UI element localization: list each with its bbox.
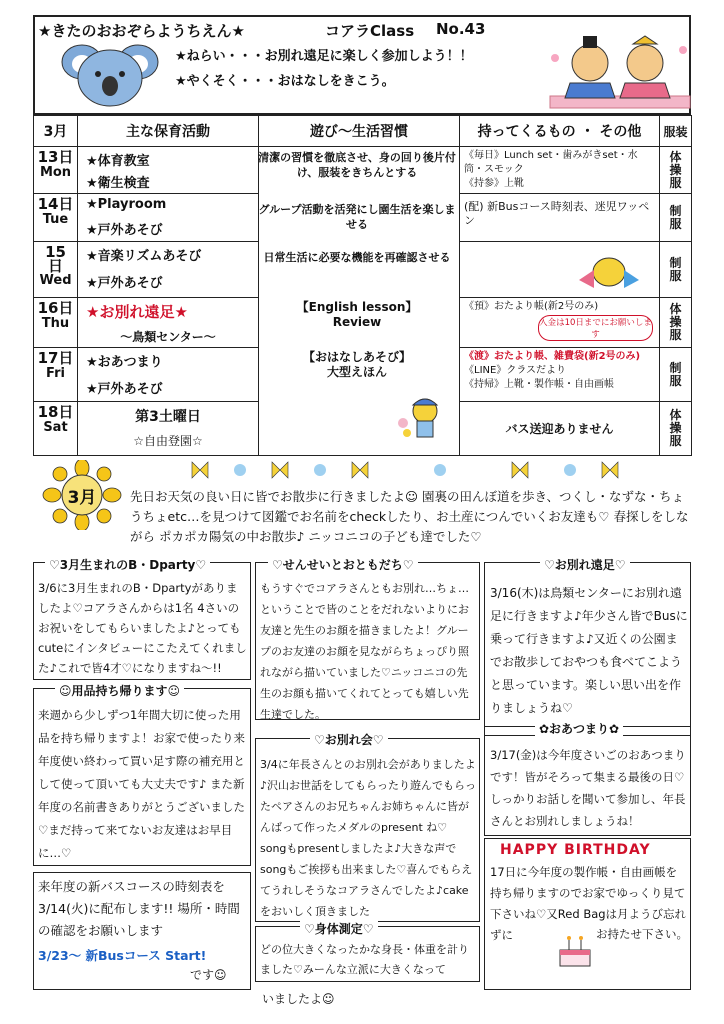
weekday: Sat	[43, 420, 68, 435]
date: 17日	[37, 349, 74, 367]
weekday: Mon	[39, 165, 72, 180]
march-message: 先日お天気の良い日に皆でお散歩に行きましたよ☺ 園裏の田んぼ道を歩き、つくし・なずな・ちょうちょetc…を見つけて図鑑でお名前をcheckしたり、お土産につんでいくお友達も♡ 春探しをしながら ポカポカ陽気の中お散歩♪ ニッコニコの子ども達でした♡	[130, 489, 689, 544]
activity-sub: ☆自由登園☆	[133, 434, 203, 448]
bring-text: 《LINE》クラスだより 《持帰》上靴・製作帳・自由画帳	[464, 365, 614, 390]
bring-cell	[460, 242, 660, 298]
date-cell	[34, 402, 78, 456]
activity-main: 第3土曜日	[135, 409, 201, 425]
child-with-flowers-illustration	[395, 393, 445, 441]
march-badge-label: 3月	[67, 488, 97, 508]
date-cell	[34, 147, 78, 194]
date-cell	[34, 194, 78, 242]
weekday: Fri	[46, 366, 65, 381]
date: 18日	[37, 403, 74, 421]
aim-line: ★ねらい・・・お別れ遠足に楽しく参加しよう！！	[175, 49, 473, 64]
school-name: ★きたのおおぞらようちえん★	[38, 22, 245, 40]
month-header: 3月	[34, 116, 78, 147]
activities-header: 主な保育活動	[78, 116, 259, 147]
clothing-cell: 体 操 服	[660, 147, 692, 194]
bring-text-red: 《渡》おたより帳、雑費袋(新2号のみ)	[464, 351, 641, 362]
activity-cell	[78, 402, 259, 456]
clothing-cell: 制 服	[660, 194, 692, 242]
activity-sub: ★衛生検査	[86, 176, 150, 191]
chick-bird-illustration	[574, 250, 644, 290]
clothing-header: 服装	[660, 116, 692, 147]
clothing-cell: 制 服	[660, 242, 692, 298]
hina-dolls-illustration	[545, 28, 695, 112]
clothing-cell: 体 操 服	[660, 402, 692, 456]
activity-main: ★おあつまり	[86, 355, 163, 370]
class-name: コアラClass	[325, 22, 415, 40]
body-measure-tail: いましたよ☺	[262, 992, 335, 1006]
play-habit-5: 【おはなしあそび】 大型えほん	[302, 350, 411, 379]
items-return-body: 来週から少しずつ1年間大切に使った用品を持ち帰りますよ！お家で使ったり来年度使い終わって買い足す際の補充用として使って頂いても大丈夫です♪ また新年度の名前書きありがとうございました♡まだ持って来てないお友達はお早目に…♡	[38, 708, 245, 860]
clothing-cell: 制 服	[660, 348, 692, 402]
activity-main: ★音楽リズムあそび	[86, 249, 202, 264]
activity-sub: ★戸外あそび	[86, 223, 163, 238]
weekday: Wed	[39, 273, 72, 288]
birthday-body: 17日に今年度の製作帳・自由画帳を持ち帰りますのでお家でゆっくり見て下さいね♡又Red Bagは月ようび忘れずに	[490, 865, 687, 942]
bring-text: 《預》おたより帳(新2号のみ)	[464, 301, 599, 312]
sensei-body: もうすぐでコアラさんともお別れ…ちょ…ということで皆のことをだれないよりにお友達と先生のお顔を描きましたよ！グループのお友達のお顔を見ながらちょっぴり照れながら描いていました♡ニッコニコの先生のお顔も描いてくれてとっても嬉しい先生達でした。	[260, 582, 469, 721]
farewell-trip-title: ♡お別れ遠足♡	[540, 556, 630, 573]
clothing-cell: 体 操 服	[660, 298, 692, 348]
bring-cell	[460, 348, 660, 402]
date: 15 日	[45, 243, 66, 275]
play-habit-1: 清潔の習慣を徹底させ、身の回り後片付け、服装をきちんとする	[258, 151, 456, 179]
activity-sub: ★戸外あそび	[86, 382, 163, 397]
sensei-title: ♡せんせいとおともだち♡	[268, 556, 418, 573]
happy-birthday-title: HAPPY BIRTHDAY	[500, 842, 651, 858]
items-return-title: ☺用品持ち帰ります☺	[55, 682, 184, 699]
date: 14日	[37, 195, 74, 213]
bd-party-body: 3/6に3月生まれのB・Dpartyがありましたよ♡コアラさんからは1名 4さいのお祝いをしてもらいましたよ♪とってもcuteにインタビューにこたえてくれました♪これで皆4才♡になりますね～!!	[38, 581, 247, 675]
promise-line: ★やくそく・・・おはなしをきこう。	[175, 74, 395, 89]
bus-start-highlight: 3/23～ 新Busコース Start!	[38, 948, 207, 963]
play-habit-4: 【English lesson】 Review	[296, 300, 418, 329]
activity-main: ★Playroom	[86, 197, 167, 212]
activity-sub: ～鳥類センター～	[120, 330, 216, 344]
payment-note: 入金は10日までにお願いします	[538, 315, 653, 341]
gathering-title: ✿おあつまり✿	[535, 720, 623, 737]
activity-cell	[78, 298, 259, 348]
weekday: Tue	[42, 212, 69, 227]
schedule-header-row	[34, 116, 692, 147]
activity-main: ★お別れ遠足★	[86, 303, 188, 321]
bring-cell	[460, 298, 660, 348]
activity-cell	[78, 147, 259, 194]
body-measure-title: ♡身体測定♡	[300, 920, 378, 937]
farewell-party-title: ♡お別れ会♡	[310, 731, 388, 748]
play-habit-3: 日常生活に必要な機能を再確認させる	[263, 251, 451, 264]
play-habits-header: 遊び～生活習慣	[259, 116, 460, 147]
bus-tail: です☺	[190, 968, 227, 982]
bring-cell: 《毎日》Lunch set・歯みがきset・水筒・スモック 《持参》上靴	[460, 147, 660, 194]
bus-course-body: 来年度の新バスコースの時刻表を3/14(火)に配布します!! 場所・時間の確認をお願いします	[38, 879, 240, 938]
bring-items-header: 持ってくるもの ・ その他	[460, 116, 660, 147]
koala-illustration	[60, 42, 160, 110]
date: 13日	[37, 148, 74, 166]
birthday-tail: お持たせ下さい。	[596, 927, 688, 941]
date-cell	[34, 242, 78, 298]
body-measure-body: どの位大きくなったかな身長・体重を計りました♡みーんな立派に大きくなって	[260, 943, 469, 976]
farewell-trip-body: 3/16(木)は鳥類センターにお別れ遠足に行きますよ♪年少さん皆でBusに乗って行きますよ♪又近くの公園までお散歩しておやつも食べてこようと思っています。楽しい思い出を作りましょうね♡	[490, 586, 688, 715]
gathering-body: 3/17(金)は今年度さいごのおあつまりです！皆がそろって集まる最後の日♡しっかりお話しを聞いて参加し、年長さんとお別れしましょうね！	[490, 748, 686, 828]
bring-cell: バス送迎ありません	[460, 402, 660, 456]
bd-party-title: ♡3月生まれのB・Dparty♡	[45, 556, 210, 573]
date: 16日	[37, 299, 74, 317]
activity-sub: ★戸外あそび	[86, 276, 163, 291]
weekday: Thu	[41, 316, 70, 331]
birthday-cake-icon	[555, 930, 595, 970]
activity-cell	[78, 194, 259, 242]
play-habit-2: グループ活動を活発にし園生活を楽しませる	[258, 203, 456, 231]
bring-cell: (配) 新Busコース時刻表、迷児ワッペン	[460, 194, 660, 242]
butterflies-flowers-decoration	[190, 458, 650, 482]
farewell-party-body: 3/4に年長さんとのお別れ会がありましたよ♪沢山お世話をしてもらったり遊んでもらったペアさんのお兄ちゃんお姉ちゃんに皆がんばって作ったメダルのpresent ね♡ songもpresentしましたよ♪大きな声でsongもご挨拶も出来ました♡喜んでもらえてうれしそうなコアラさんでしたよ♪cakeをおいしく頂きました	[260, 758, 477, 918]
date-cell	[34, 348, 78, 402]
activity-main: ★体育教室	[86, 154, 150, 169]
issue-number: No.43	[436, 20, 486, 38]
date-cell	[34, 298, 78, 348]
activity-cell	[78, 348, 259, 402]
activity-cell	[78, 242, 259, 298]
